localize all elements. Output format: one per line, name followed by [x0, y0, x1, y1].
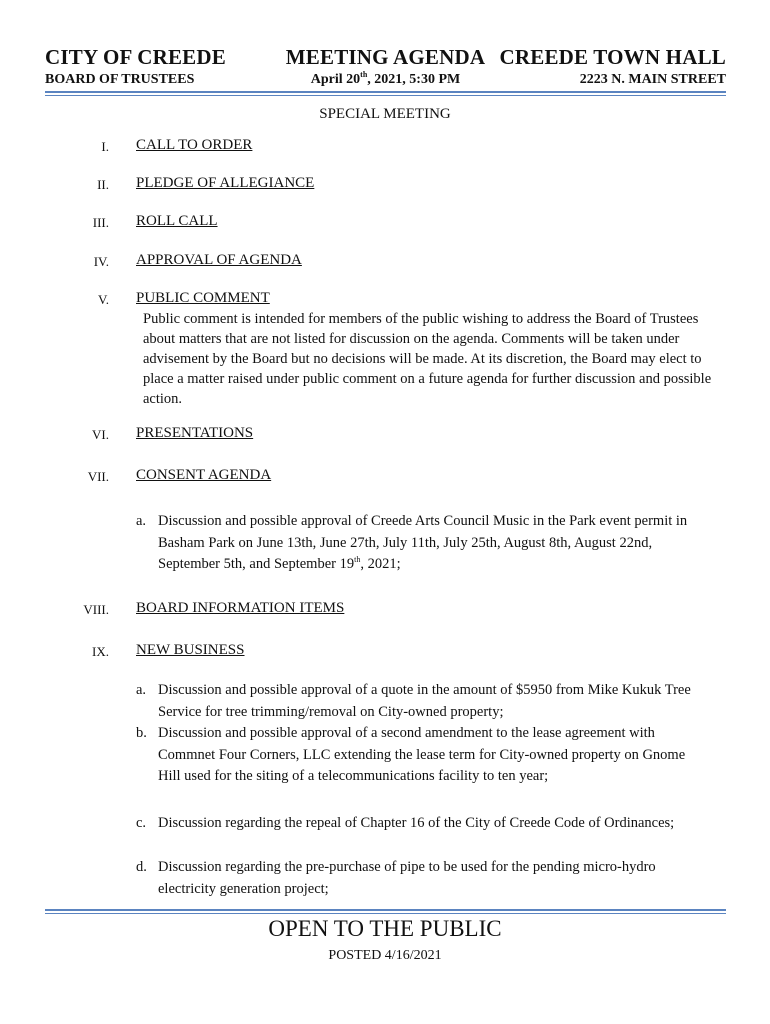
subitem-text-end: , 2021;: [360, 556, 401, 572]
item-title: PRESENTATIONS: [136, 425, 254, 441]
subitem-marker: c.: [136, 815, 147, 831]
header-bottom-row: [45, 72, 726, 90]
item-number: III.: [92, 215, 109, 230]
new-business-subitem: [136, 680, 706, 723]
date-ordinal: th: [360, 70, 368, 79]
footer-divider: [45, 909, 726, 914]
new-business-subitem: [136, 723, 706, 788]
subitem-text: [158, 511, 706, 576]
header-divider: [45, 91, 726, 96]
venue-name: CREEDE TOWN HALL: [499, 45, 726, 69]
date-main: April 20: [310, 72, 361, 87]
agenda-item: [0, 642, 770, 662]
consent-subitem: [136, 511, 706, 576]
subitem-ordinal: th: [354, 555, 361, 564]
subitem-marker: b.: [136, 725, 147, 741]
subitem-text-main: Discussion and possible approval of Creede Arts Council Music in the Park event permit in Basham Park on June 13th, June 27th, July 11th, July 25th, August 8th, August 22nd, September 5th, and September 19: [158, 513, 688, 572]
item-title: CONSENT AGENDA: [136, 467, 272, 483]
open-to-public: OPEN TO THE PUBLIC: [268, 916, 502, 941]
item-title: APPROVAL OF AGENDA: [136, 252, 302, 268]
subitem-text: Discussion and possible approval of a second amendment to the lease agreement with Commnet Four Corners, LLC extending the lease term for City-owned property on Gnome Hill used for the siting of a telecommunications facility to ten year;: [158, 725, 686, 784]
date-time: , 2021, 5:30 PM: [367, 72, 461, 87]
item-title: NEW BUSINESS: [136, 642, 245, 658]
item-number: I.: [101, 139, 109, 154]
item-title: PUBLIC COMMENT: [136, 290, 270, 306]
subitem-text: Discussion regarding the pre-purchase of pipe to be used for the pending micro-hydro electricity generation project;: [158, 859, 656, 897]
item-title: PLEDGE OF ALLEGIANCE: [136, 175, 315, 191]
item-title: ROLL CALL: [136, 213, 218, 229]
new-business-subitem: [136, 857, 706, 900]
posted-date: POSTED 4/16/2021: [328, 948, 442, 963]
new-business-subitem: [136, 813, 706, 835]
meeting-type: SPECIAL MEETING: [319, 106, 451, 122]
item-number: V.: [98, 292, 109, 307]
item-number: IX.: [92, 644, 109, 659]
item-number: VIII.: [83, 602, 109, 617]
item-title: BOARD INFORMATION ITEMS: [136, 600, 345, 616]
subitem-marker: a.: [136, 682, 147, 698]
item-number: VI.: [92, 427, 109, 442]
subitem-text: Discussion regarding the repeal of Chapter 16 of the City of Creede Code of Ordinances;: [158, 815, 675, 831]
subitem-marker: a.: [136, 513, 147, 529]
agenda-item: [0, 600, 770, 620]
item-number: VII.: [87, 469, 109, 484]
agenda-item: [0, 213, 770, 233]
agenda-item: [0, 290, 770, 310]
header-top-row: [45, 45, 726, 71]
public-comment-description: Public comment is intended for members of the public wishing to address the Board of Trustees about matters that are not listed for discussion on the agenda. Comments will be taken under advisement by the Board but no decisions will be made. At its discretion, the Board may elect to place a matter raised under public comment on a future agenda for further discussion and possible action.: [143, 311, 712, 407]
agenda-item: [0, 425, 770, 445]
city-name: CITY OF CREEDE: [45, 45, 226, 69]
agenda-item: [0, 137, 770, 157]
agenda-item: [0, 252, 770, 272]
item-title: CALL TO ORDER: [136, 137, 253, 153]
agenda-item: [0, 175, 770, 195]
item-number: IV.: [93, 254, 109, 269]
board-name: BOARD OF TRUSTEES: [45, 72, 195, 87]
venue-address: 2223 N. MAIN STREET: [579, 72, 726, 87]
document-title: MEETING AGENDA: [285, 45, 486, 69]
subitem-marker: d.: [136, 859, 147, 875]
subitem-text: Discussion and possible approval of a quote in the amount of $5950 from Mike Kukuk Tree Service for tree trimming/removal on City-owned property;: [158, 682, 691, 720]
agenda-item: [0, 467, 770, 487]
item-number: II.: [97, 177, 109, 192]
